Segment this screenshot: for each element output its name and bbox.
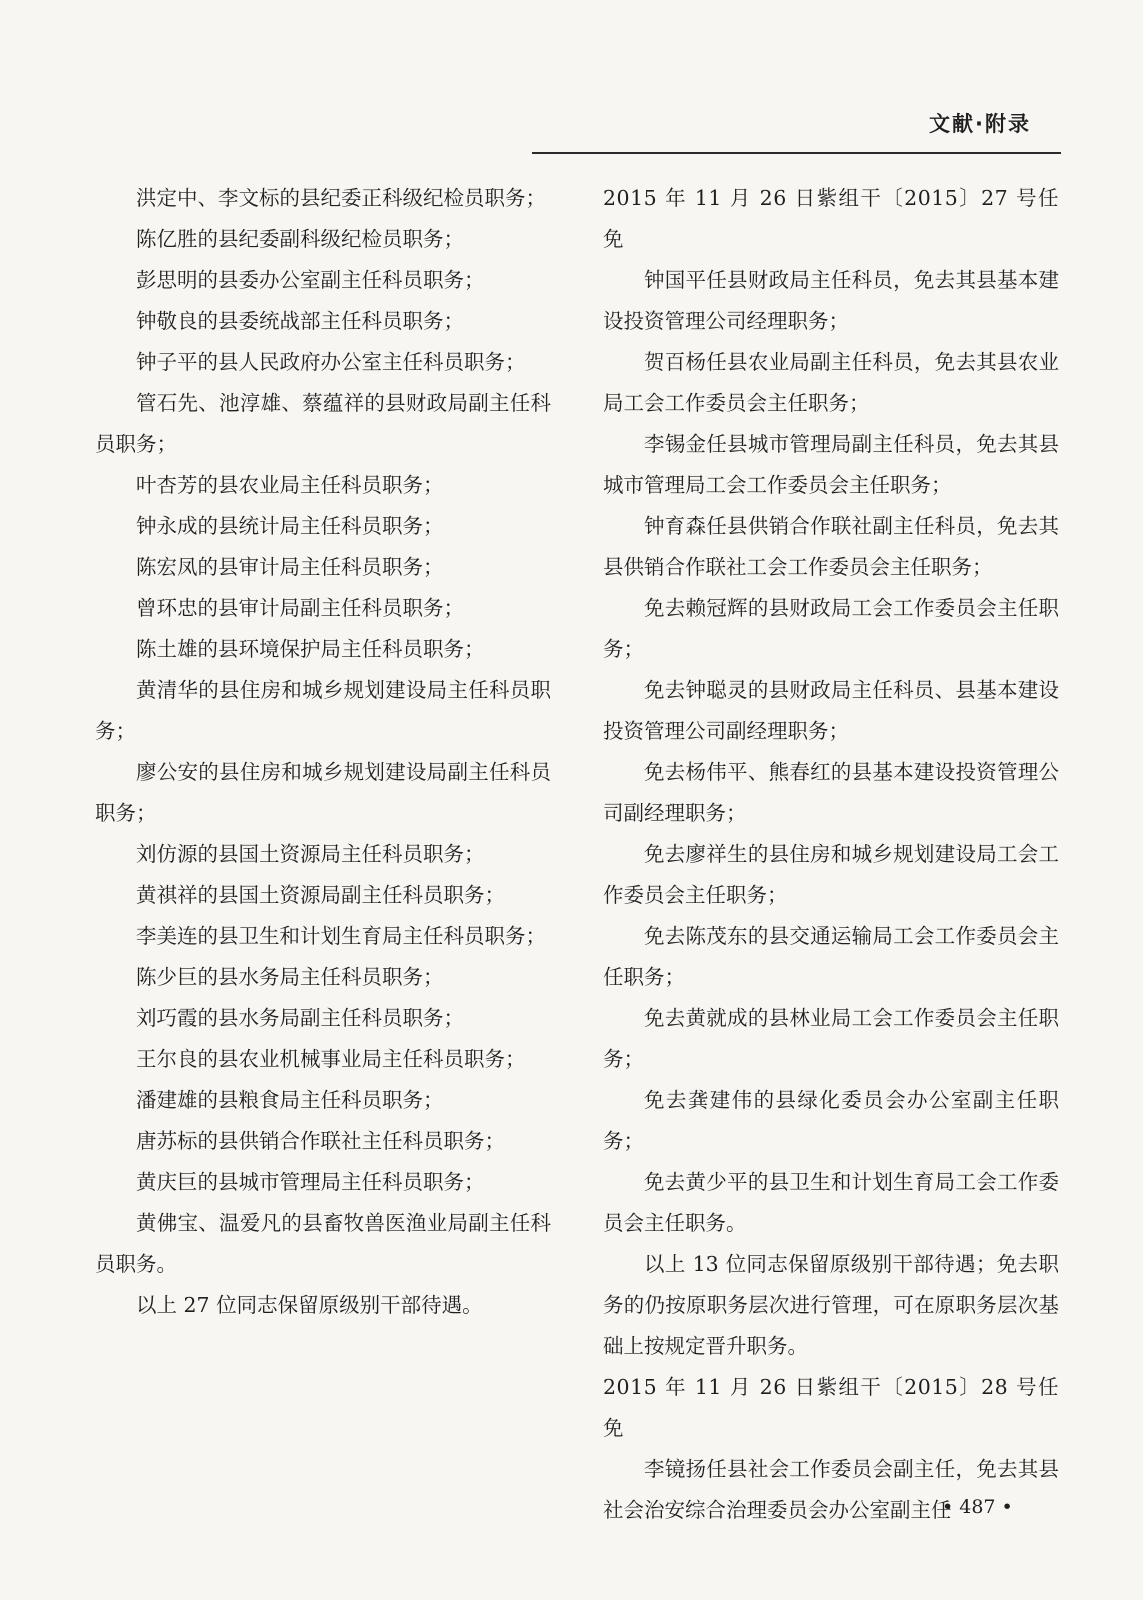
page-number: • 487 •: [942, 1496, 1013, 1518]
paragraph: 叶杏芳的县农业局主任科员职务；: [136, 473, 444, 497]
document-heading: 2015 年 11 月 26 日紫组干〔2015〕27 号任免: [603, 186, 1059, 251]
paragraph: 黄佛宝、温爱凡的县畜牧兽医渔业局副主任科员职务。: [95, 1211, 551, 1276]
document-heading: 2015 年 11 月 26 日紫组干〔2015〕28 号任免: [603, 1375, 1059, 1440]
paragraph: 免去龚建伟的县绿化委员会办公室副主任职务；: [603, 1088, 1059, 1153]
paragraph: 王尔良的县农业机械事业局主任科员职务；: [136, 1047, 526, 1071]
paragraph: 黄庆巨的县城市管理局主任科员职务；: [136, 1170, 485, 1194]
paragraph: 以上 13 位同志保留原级别干部待遇；免去职务的仍按原职务层次进行管理，可在原职务层次基础上按规定晋升职务。: [603, 1252, 1059, 1358]
paragraph: 陈少巨的县水务局主任科员职务；: [136, 965, 444, 989]
header-rule: [532, 152, 1061, 154]
paragraph: 管石先、池淳雄、蔡蕴祥的县财政局副主任科员职务；: [95, 391, 551, 456]
paragraph: 贺百杨任县农业局副主任科员，免去其县农业局工会工作委员会主任职务；: [603, 350, 1059, 415]
section-header: 文献·附录: [929, 112, 1031, 136]
paragraph: 李镜扬任县社会工作委员会副主任，免去其县社会治安综合治理委员会办公室副主任: [603, 1457, 1059, 1522]
paragraph: 刘仿源的县国土资源局主任科员职务；: [136, 842, 485, 866]
paragraph: 李锡金任县城市管理局副主任科员，免去其县城市管理局工会工作委员会主任职务；: [603, 432, 1059, 497]
paragraph: 黄清华的县住房和城乡规划建设局主任科员职务；: [95, 678, 551, 743]
paragraph: 钟敬良的县委统战部主任科员职务；: [136, 309, 464, 333]
paragraph: 免去赖冠辉的县财政局工会工作委员会主任职务；: [603, 596, 1059, 661]
paragraph: 曾环忠的县审计局副主任科员职务；: [136, 596, 464, 620]
paragraph: 彭思明的县委办公室副主任科员职务；: [136, 268, 485, 292]
paragraph: 陈亿胜的县纪委副科级纪检员职务；: [136, 227, 464, 251]
paragraph: 免去陈茂东的县交通运输局工会工作委员会主任职务；: [603, 924, 1059, 989]
paragraph: 钟子平的县人民政府办公室主任科员职务；: [136, 350, 526, 374]
paragraph: 李美连的县卫生和计划生育局主任科员职务；: [136, 924, 546, 948]
paragraph: 陈宏凤的县审计局主任科员职务；: [136, 555, 444, 579]
paragraph: 唐苏标的县供销合作联社主任科员职务；: [136, 1129, 505, 1153]
paragraph: 钟国平任县财政局主任科员，免去其县基本建设投资管理公司经理职务；: [603, 268, 1059, 333]
paragraph: 钟永成的县统计局主任科员职务；: [136, 514, 444, 538]
paragraph: 潘建雄的县粮食局主任科员职务；: [136, 1088, 444, 1112]
left-column: [95, 178, 551, 1326]
paragraph: 免去钟聪灵的县财政局主任科员、县基本建设投资管理公司副经理职务；: [603, 678, 1059, 743]
paragraph: 以上 27 位同志保留原级别干部待遇。: [136, 1293, 483, 1317]
paragraph: 免去黄就成的县林业局工会工作委员会主任职务；: [603, 1006, 1059, 1071]
paragraph: 钟育森任县供销合作联社副主任科员，免去其县供销合作联社工会工作委员会主任职务；: [603, 514, 1059, 579]
paragraph: 廖公安的县住房和城乡规划建设局副主任科员职务；: [95, 760, 551, 825]
paragraph: 洪定中、李文标的县纪委正科级纪检员职务；: [136, 186, 546, 210]
paragraph: 刘巧霞的县水务局副主任科员职务；: [136, 1006, 464, 1030]
paragraph: 陈土雄的县环境保护局主任科员职务；: [136, 637, 485, 661]
paragraph: 免去杨伟平、熊春红的县基本建设投资管理公司副经理职务；: [603, 760, 1059, 825]
right-column: [603, 178, 1059, 1531]
paragraph: 免去黄少平的县卫生和计划生育局工会工作委员会主任职务。: [603, 1170, 1059, 1235]
paragraph: 黄祺祥的县国土资源局副主任科员职务；: [136, 883, 505, 907]
paragraph: 免去廖祥生的县住房和城乡规划建设局工会工作委员会主任职务；: [603, 842, 1059, 907]
